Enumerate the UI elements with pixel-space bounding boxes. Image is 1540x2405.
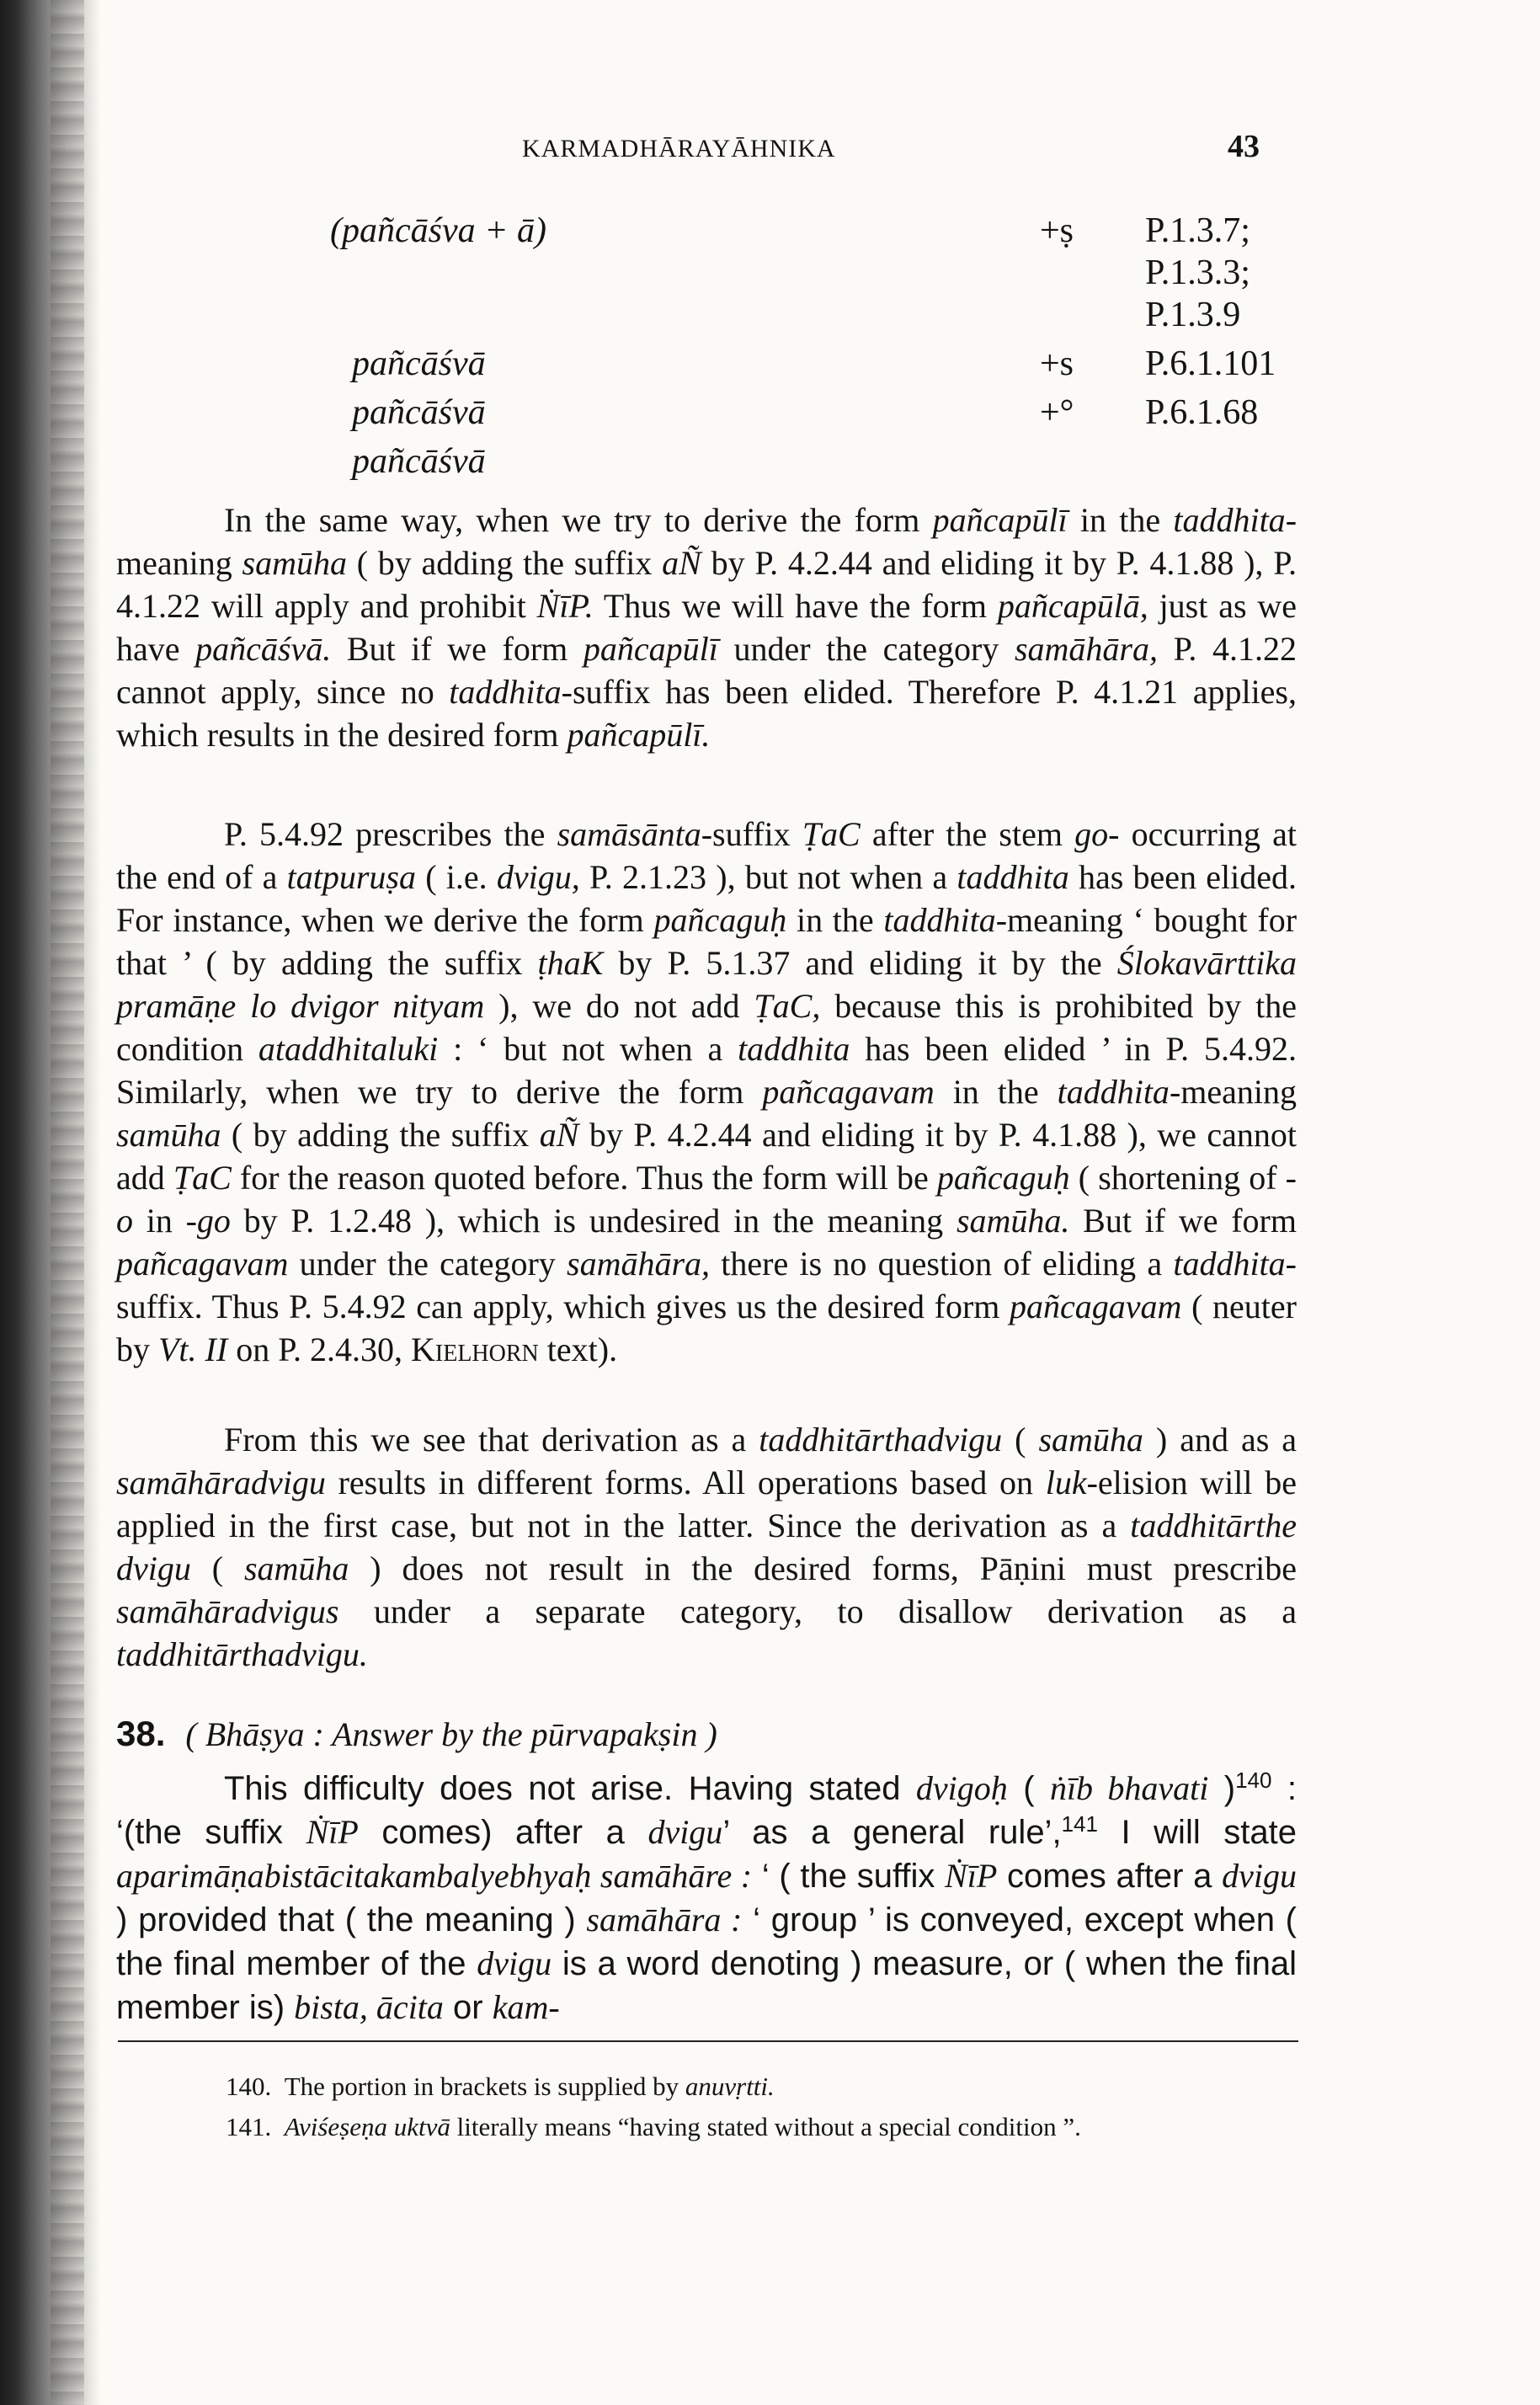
bhasya-paragraph: This difficulty does not arise. Having stated dvigoḥ ( ṅīb bhavati )$^{140}$ : ‘(the suffix ṄīP comes) after a dvigu’ as a general rule’,$^{141}$ I will state aparimāṇabistācitakambalyebhyaḥ samāhāre : ‘ ( the suffix ṄīP comes after a dvigu ) provided that ( the meaning ) samāhāra : ‘ group ’ is conveyed, except when ( the final member of the dvigu is a word denoting ) measure, or ( when the final member is) bista, ācita or kam- [116, 1768, 1298, 2026]
section-title: ( Bhāṣya : Answer by the pūrvapakṣin ) [185, 1715, 717, 1753]
section-number: 38. [116, 1714, 166, 1753]
footnote-140: 140. The portion in brackets is supplied by anuvṛtti. [226, 2072, 775, 2101]
footnote-divider [118, 2040, 1298, 2042]
derivation-form-4: pañcāśvā [352, 442, 486, 481]
derivation-op-1: +ṣ [1040, 211, 1074, 250]
running-head: KARMADHĀRAYĀHNIKA [522, 135, 836, 163]
derivation-op-3: +° [1040, 393, 1074, 432]
derivation-form-3: pañcāśvā [352, 393, 486, 432]
derivation-form-1: (pañcāśva + ā) [330, 211, 546, 250]
paragraph-3: From this we see that derivation as a taddhitārthadvigu ( samūha ) and as a samāhāradvigu results in different forms. All operations based on luk-elision will be applied in the first case, but not in the latter. Since the derivation as a taddhitārthe dvigu ( samūha ) does not result in the desired forms, Pāṇini must prescribe samāhāradvigus under a separate category, to disallow derivation as a taddhitārthadvigu. [116, 1421, 1297, 1673]
footnote-141: 141. Aviśeṣeṇa uktvā literally means “having stated without a special condition ”. [226, 2112, 1081, 2141]
derivation-form-2: pañcāśvā [352, 344, 486, 383]
derivation-ref: P.6.1.68 [1145, 393, 1259, 432]
paragraph-1: In the same way, when we try to derive the form pañcapūlī in the taddhita-meaning samūha ( by adding the suffix aÑ by P. 4.2.44 and eliding it by P. 4.1.88 ), P. 4.1.22 will apply and prohibit ṄīP. Thus we will have the form pañcapūlā, just as we have pañcāśvā. But if we form pañcapūlī under the category samāhāra, P. 4.1.22 cannot apply, since no taddhita-suffix has been elided. Therefore P. 4.1.21 applies, which results in the desired form pañcapūlī. [116, 501, 1298, 754]
paragraph-2: P. 5.4.92 prescribes the samāsānta-suffix ṬaC after the stem go- occurring at the end of a tatpuruṣa ( i.e. dvigu, P. 2.1.23 ), but not when a taddhita has been elided. For instance, when we derive the form pañcaguḥ in the taddhita-meaning ‘ bought for that ’ ( by adding the suffix ṭhaK by P. 5.1.37 and eliding it by the Ślokavārttika pramāṇe lo dvigor nityam ), we do not add ṬaC, because this is prohibited by the condition ataddhitaluki : ‘ but not when a taddhita has been elided ’ in P. 5.4.92. Similarly, when we try to derive the form pañcagavam in the taddhita-meaning samūha ( by adding the suffix aÑ by P. 4.2.44 and eliding it by P. 4.1.88 ), we cannot add ṬaC for the reason quoted before. Thus the form will be pañcaguḥ ( shortening of -o in -go by P. 1.2.48 ), which is undesired in the meaning samūha. But if we form pañcagavam under the category samāhāra, there is no question of eliding a taddhita-suffix. Thus P. 5.4.92 can apply, which gives us the desired form pañcagavam ( neuter by Vt. II on P. 2.4.30, Kielhorn text). [116, 815, 1298, 1368]
derivation-ref: P.1.3.3; [1145, 253, 1250, 292]
derivation-ref: P.1.3.7; [1145, 211, 1250, 250]
footnote-ref-141: 141 [1061, 1811, 1098, 1837]
derivation-ref: P.1.3.9 [1145, 296, 1241, 334]
section-heading [116, 1714, 717, 1754]
derivation-ref: P.6.1.101 [1145, 344, 1276, 383]
derivation-op-2: +s [1040, 344, 1074, 383]
footnote-ref-140: 140 [1235, 1768, 1272, 1793]
page-number: 43 [1228, 129, 1260, 164]
